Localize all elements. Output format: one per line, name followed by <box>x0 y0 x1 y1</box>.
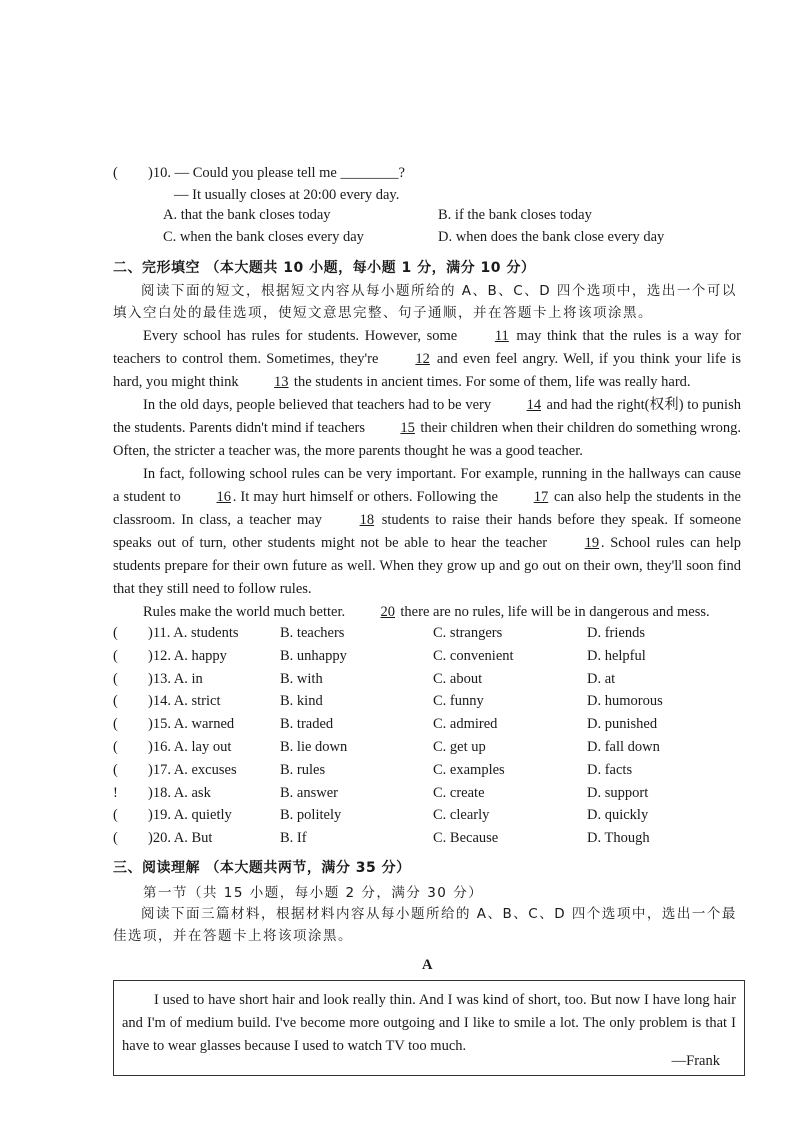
cloze-paragraph-1: Every school has rules for students. However, some 11 may think that the rules is a way for teachers to control them. Sometimes, they're 12 and even feel angry. Well, if you think your life is hard, you might think 13 the students in ancient times. For some of them, life was really hard. <box>113 325 741 394</box>
q10-reply: — It usually closes at 20:00 every day. <box>174 187 400 203</box>
blank-15: 15 <box>400 420 415 436</box>
passage-a-box <box>113 980 745 1076</box>
cloze-paragraph-4: Rules make the world much better. 20 there are no rules, life will be in dangerous and mess. <box>113 601 741 624</box>
question-option-c: C. convenient <box>433 647 514 664</box>
question-row <box>113 785 753 807</box>
question-row <box>113 625 753 647</box>
question-paren: ( <box>113 807 118 824</box>
question-option-b: B. with <box>280 670 323 687</box>
question-option-a: )13. A. in <box>148 670 203 687</box>
question-option-c: C. Because <box>433 830 499 847</box>
question-option-c: C. examples <box>433 761 505 778</box>
question-option-b: B. kind <box>280 693 323 710</box>
question-option-b: B. answer <box>280 784 338 801</box>
question-option-c: C. admired <box>433 716 498 733</box>
question-option-a: )18. A. ask <box>148 784 211 801</box>
question-option-d: D. friends <box>587 625 645 641</box>
q10-option-c: C. when the bank closes every day <box>163 229 364 245</box>
q10-paren: ( <box>113 165 118 181</box>
question-option-a: )16. A. lay out <box>148 739 232 755</box>
question-option-b: B. lie down <box>280 739 348 755</box>
question-paren: ( <box>113 670 118 687</box>
question-option-d: D. helpful <box>587 647 646 664</box>
question-row <box>113 716 753 738</box>
question-option-d: D. support <box>587 784 649 801</box>
question-row <box>113 762 753 784</box>
question-row <box>113 671 753 693</box>
blank-16: 16 <box>216 489 231 505</box>
question-option-c: C. create <box>433 784 485 801</box>
blank-12: 12 <box>415 351 430 367</box>
question-option-b: B. traded <box>280 716 334 733</box>
question-option-a: )17. A. excuses <box>148 761 237 778</box>
question-paren: ( <box>113 647 118 664</box>
cloze-paragraph-3: In fact, following school rules can be very important. For example, running in the hallways can cause a student to 16 . It may hurt himself or others. Following the 17 can also help the students in the classroom. In class, a teacher may 18 students to raise their hands before they speak. If someone speaks out of turn, other students might not be able to hear the teacher 19 . School rules can help students prepare for their own future as well. When they grow up and go out on their own, they'll soon find that they still need to follow rules. <box>113 466 741 597</box>
question-row <box>113 648 753 670</box>
question-option-b: B. unhappy <box>280 647 347 664</box>
blank-13: 13 <box>274 374 289 390</box>
q10-option-b: B. if the bank closes today <box>438 207 592 223</box>
question-option-d: D. humorous <box>587 693 663 710</box>
section3-instruction: 阅读下面三篇材料，根据材料内容从每小题所给的 A、B、C、D 四个选项中，选出一个最佳选项，并在答题卡上将该项涂黑。 <box>113 906 737 944</box>
question-option-a: )20. A. But <box>148 830 213 847</box>
blank-19: 19 <box>584 535 600 551</box>
question-option-d: D. at <box>587 670 616 687</box>
question-option-a: )12. A. happy <box>148 647 227 664</box>
question-option-c: C. funny <box>433 693 484 710</box>
question-option-a: )15. A. warned <box>148 716 235 733</box>
question-paren: ( <box>113 693 118 710</box>
section3-title: 三、阅读理解 （本大题共两节，满分 35 分） <box>113 860 411 876</box>
question-option-a: )14. A. strict <box>148 693 221 710</box>
question-paren: ( <box>113 830 118 847</box>
blank-18: 18 <box>359 512 375 528</box>
section2-instruction: 阅读下面的短文，根据短文内容从每小题所给的 A、B、C、D 四个选项中，选出一个可以填入空白处的最佳选项，使短文意思完整、句子通顺，并在答题卡上将该项涂黑。 <box>113 283 737 321</box>
question-option-c: C. clearly <box>433 807 490 824</box>
question-option-d: D. quickly <box>587 807 649 824</box>
question-paren: ! <box>113 784 118 801</box>
cloze-paragraph-2: In the old days, people believed that teachers had to be very 14 and had the right(权利) to punish the students. Parents didn't mind if teachers 15 their children when their children do something wrong. Often, the stricter a teacher was, the more parents thought he was a good teacher. <box>113 394 741 463</box>
blank-11: 11 <box>494 328 509 344</box>
question-option-d: D. punished <box>587 716 658 733</box>
question-option-d: D. fall down <box>587 739 660 755</box>
question-paren: ( <box>113 739 118 755</box>
question-row <box>113 739 753 761</box>
question-row <box>113 693 753 715</box>
question-option-d: D. facts <box>587 761 633 778</box>
blank-14: 14 <box>526 397 542 413</box>
blank-17: 17 <box>533 489 549 505</box>
question-paren: ( <box>113 716 118 733</box>
question-option-c: C. about <box>433 670 483 687</box>
passage-label: A <box>422 957 433 973</box>
section3-part1: 第一节（共 15 小题，每小题 2 分，满分 30 分） <box>143 885 484 901</box>
question-option-d: D. Though <box>587 830 650 847</box>
q10-stem: )10. — Could you please tell me ________? <box>148 165 405 181</box>
question-option-b: B. If <box>280 830 307 847</box>
question-option-a: )19. A. quietly <box>148 807 232 824</box>
passage-a-signature: —Frank <box>671 1053 720 1069</box>
question-paren: ( <box>113 625 118 641</box>
question-option-c: C. strangers <box>433 625 503 641</box>
passage-a-text: I used to have short hair and look really thin. And I was kind of short, too. But now I have long hair and I'm of medium build. I've become more outgoing and I like to smile a lot. The only problem is that I have to wear glasses because I used to watch TV too much. <box>122 992 736 1054</box>
blank-20: 20 <box>380 604 396 620</box>
question-paren: ( <box>113 761 118 778</box>
q10-option-d: D. when does the bank close every day <box>438 229 665 245</box>
question-option-b: B. rules <box>280 761 326 778</box>
question-row <box>113 830 753 852</box>
question-option-a: )11. A. students <box>148 625 239 641</box>
question-option-b: B. politely <box>280 807 342 824</box>
question-option-c: C. get up <box>433 739 486 755</box>
section2-title: 二、完形填空 （本大题共 10 小题，每小题 1 分，满分 10 分） <box>113 260 536 276</box>
q10-option-a: A. that the bank closes today <box>163 207 331 223</box>
question-row <box>113 807 753 829</box>
question-option-b: B. teachers <box>280 625 345 641</box>
